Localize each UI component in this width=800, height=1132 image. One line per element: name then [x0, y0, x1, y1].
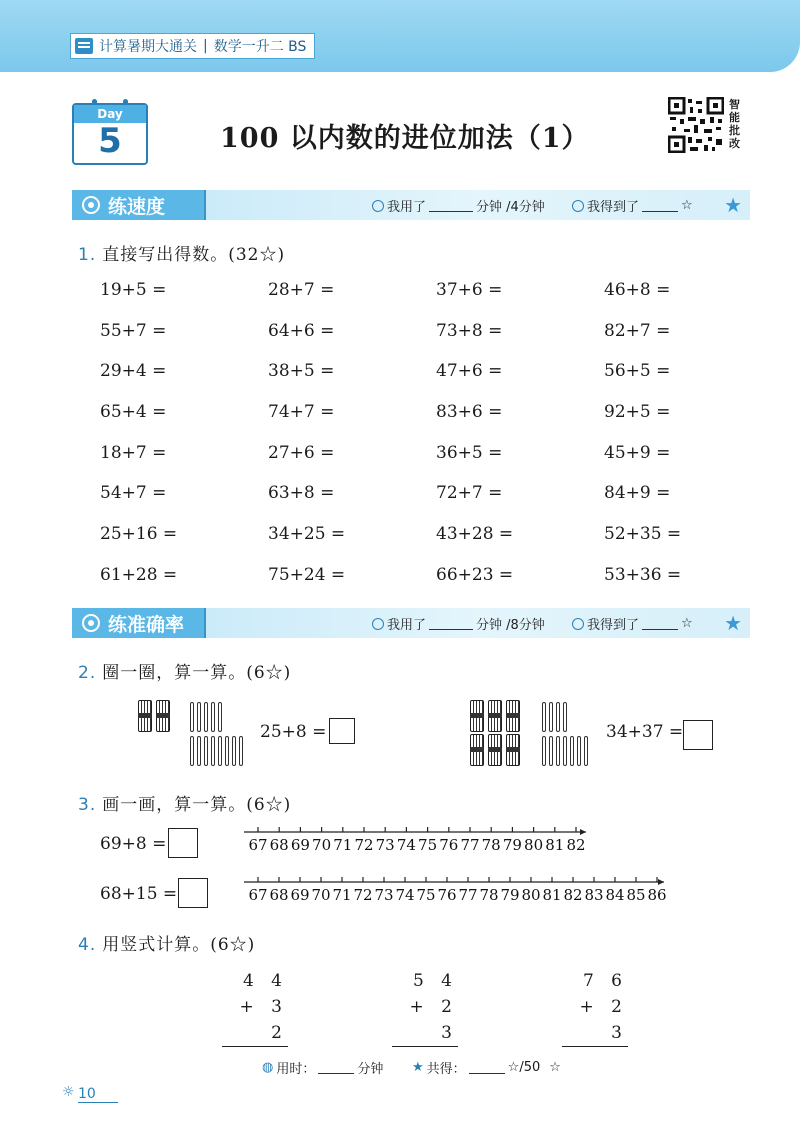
- q1-item[interactable]: 64+6 =: [268, 320, 335, 341]
- q1-item[interactable]: 25+16 =: [100, 524, 178, 545]
- section-accuracy-label: 练准确率: [72, 608, 206, 638]
- q3-equation-2: 68+15 =: [100, 884, 178, 904]
- check-icon: [572, 618, 584, 630]
- day-label: Day: [74, 105, 146, 123]
- number-line-2[interactable]: [240, 872, 670, 912]
- footer-total: ★ 共得： ☆/50 ☆: [412, 1060, 561, 1077]
- q1-item[interactable]: 61+28 =: [100, 564, 178, 585]
- q1-item[interactable]: 47+6 =: [436, 361, 503, 382]
- smart-grading-label: 智 能 批 改: [729, 98, 740, 150]
- answer-box[interactable]: [329, 718, 355, 744]
- number-line-label: 68: [269, 836, 289, 854]
- number-line-label: 69: [290, 836, 310, 854]
- q1-item[interactable]: 74+7 =: [268, 402, 335, 423]
- number-line-label: 85: [626, 886, 646, 904]
- answer-box[interactable]: [168, 828, 198, 858]
- q1-item[interactable]: 27+6 =: [268, 442, 335, 463]
- footer-time: ◍ 用时： 分钟: [262, 1060, 384, 1077]
- number-line-label: 83: [584, 886, 604, 904]
- number-line-label: 74: [395, 886, 415, 904]
- number-line-label: 75: [418, 836, 438, 854]
- number-line-label: 77: [458, 886, 478, 904]
- q1-item[interactable]: 56+5 =: [604, 361, 671, 382]
- q1-item[interactable]: 38+5 =: [268, 361, 335, 382]
- q1-item[interactable]: 52+35 =: [604, 524, 682, 545]
- number-line-label: 71: [332, 886, 352, 904]
- q1-item[interactable]: 43+28 =: [436, 524, 514, 545]
- score-blank[interactable]: [642, 617, 678, 630]
- sticks-group-1: [136, 698, 256, 768]
- target-icon: [82, 614, 100, 632]
- q1-item[interactable]: 18+7 =: [100, 442, 167, 463]
- star-icon: ★: [412, 1060, 424, 1075]
- score-blank[interactable]: [642, 199, 678, 212]
- number-line-label: 79: [502, 836, 522, 854]
- section-speed-label: 练速度: [72, 190, 206, 220]
- separator: |: [203, 38, 208, 54]
- series-tag: [70, 33, 315, 59]
- q1-item[interactable]: 73+8 =: [436, 320, 503, 341]
- q1-item[interactable]: 37+6 =: [436, 280, 503, 300]
- number-line-label: 71: [333, 836, 353, 854]
- number-line-label: 82: [563, 886, 583, 904]
- number-line-label: 74: [396, 836, 416, 854]
- q1-item[interactable]: 29+4 =: [100, 361, 167, 382]
- number-line-1[interactable]: [240, 822, 592, 862]
- number-line-label: 80: [521, 886, 541, 904]
- number-line-label: 75: [416, 886, 436, 904]
- page-number: 10: [78, 1086, 118, 1103]
- q1-item[interactable]: 36+5 =: [436, 442, 503, 463]
- number-line-label: 77: [460, 836, 480, 854]
- number-line-label: 78: [481, 836, 501, 854]
- vertical-problem-1[interactable]: 4 4 + 3 2: [222, 968, 288, 1047]
- number-line-label: 81: [542, 886, 562, 904]
- clock-icon: [372, 200, 384, 212]
- number-line-label: 67: [248, 836, 268, 854]
- page-title: 100 以内数的进位加法（1）: [220, 123, 590, 154]
- number-line-label: 73: [374, 886, 394, 904]
- q1-item[interactable]: 63+8 =: [268, 483, 335, 504]
- answer-box[interactable]: [683, 720, 713, 750]
- number-line-label: 72: [353, 886, 373, 904]
- star-icon: ★: [724, 611, 742, 635]
- number-line-label: 72: [354, 836, 374, 854]
- q1-item[interactable]: 65+4 =: [100, 402, 167, 423]
- clock-icon: ◍: [262, 1060, 274, 1075]
- q1-item[interactable]: 75+24 =: [268, 564, 346, 585]
- number-line-label: 68: [269, 886, 289, 904]
- number-line-label: 69: [290, 886, 310, 904]
- number-line-label: 82: [566, 836, 586, 854]
- number-line-label: 67: [248, 886, 268, 904]
- question-4-prompt: 4. 用竖式计算。(6☆): [78, 935, 256, 955]
- q1-item[interactable]: 54+7 =: [100, 483, 167, 504]
- q1-grid: [100, 280, 720, 606]
- total-time-blank[interactable]: [318, 1061, 354, 1074]
- q1-item[interactable]: 45+9 =: [604, 442, 671, 463]
- q1-item[interactable]: 83+6 =: [436, 402, 503, 423]
- number-line-label: 76: [439, 836, 459, 854]
- q1-item[interactable]: 92+5 =: [604, 402, 671, 423]
- q1-item[interactable]: 66+23 =: [436, 564, 514, 585]
- series-title: 计算暑期大通关: [99, 39, 197, 55]
- number-line-label: 76: [437, 886, 457, 904]
- number-line-label: 70: [311, 886, 331, 904]
- stopwatch-icon: [82, 196, 100, 214]
- check-icon: [572, 200, 584, 212]
- sticks-group-2: [468, 698, 588, 770]
- number-line-label: 80: [524, 836, 544, 854]
- question-2-prompt: 2. 圈一圈，算一算。(6☆): [78, 663, 292, 683]
- q1-item[interactable]: 34+25 =: [268, 524, 346, 545]
- number-line-label: 73: [375, 836, 395, 854]
- day-badge: [72, 103, 148, 165]
- question-3-prompt: 3. 画一画，算一算。(6☆): [78, 795, 292, 815]
- number-line-label: 84: [605, 886, 625, 904]
- vertical-problem-2[interactable]: 5 4 + 2 3: [392, 968, 458, 1047]
- qr-code-icon[interactable]: [668, 97, 724, 153]
- section-accuracy-bar: [72, 608, 750, 638]
- q1-item[interactable]: 84+9 =: [604, 483, 671, 504]
- score-earned: 我得到了 ☆: [572, 196, 693, 215]
- subject-label: 数学一升二 BS: [213, 39, 307, 55]
- number-line-label: 70: [312, 836, 332, 854]
- q1-item[interactable]: 28+7 =: [268, 280, 335, 300]
- q2-equation-1: 25+8 =: [260, 722, 327, 742]
- time-used: 我用了 分钟 /8分钟: [372, 614, 545, 633]
- q1-item[interactable]: 46+8 =: [604, 280, 671, 300]
- time-blank[interactable]: [429, 199, 473, 212]
- q1-item[interactable]: 72+7 =: [436, 483, 503, 504]
- q1-item[interactable]: 19+5 =: [100, 280, 167, 300]
- star-icon: ★: [724, 193, 742, 217]
- time-blank[interactable]: [429, 617, 473, 630]
- number-line-label: 86: [647, 886, 667, 904]
- number-line-label: 79: [500, 886, 520, 904]
- book-icon: [75, 38, 93, 54]
- sun-icon: ☼: [62, 1084, 75, 1100]
- day-number: 5: [98, 121, 122, 161]
- question-1-prompt: 1. 直接写出得数。(32☆): [78, 245, 286, 265]
- number-line-label: 78: [479, 886, 499, 904]
- q1-item[interactable]: 53+36 =: [604, 564, 682, 585]
- clock-icon: [372, 618, 384, 630]
- q3-equation-1: 69+8 =: [100, 834, 167, 854]
- vertical-problem-3[interactable]: 7 6 + 2 3: [562, 968, 628, 1047]
- number-line-label: 81: [545, 836, 565, 854]
- time-used: 我用了 分钟 /4分钟: [372, 196, 545, 215]
- answer-box[interactable]: [178, 878, 208, 908]
- score-earned: 我得到了 ☆: [572, 614, 693, 633]
- q2-equation-2: 34+37 =: [606, 722, 684, 742]
- q1-item[interactable]: 82+7 =: [604, 320, 671, 341]
- total-score-blank[interactable]: [469, 1061, 505, 1074]
- section-speed-bar: [72, 190, 750, 220]
- q1-item[interactable]: 55+7 =: [100, 320, 167, 341]
